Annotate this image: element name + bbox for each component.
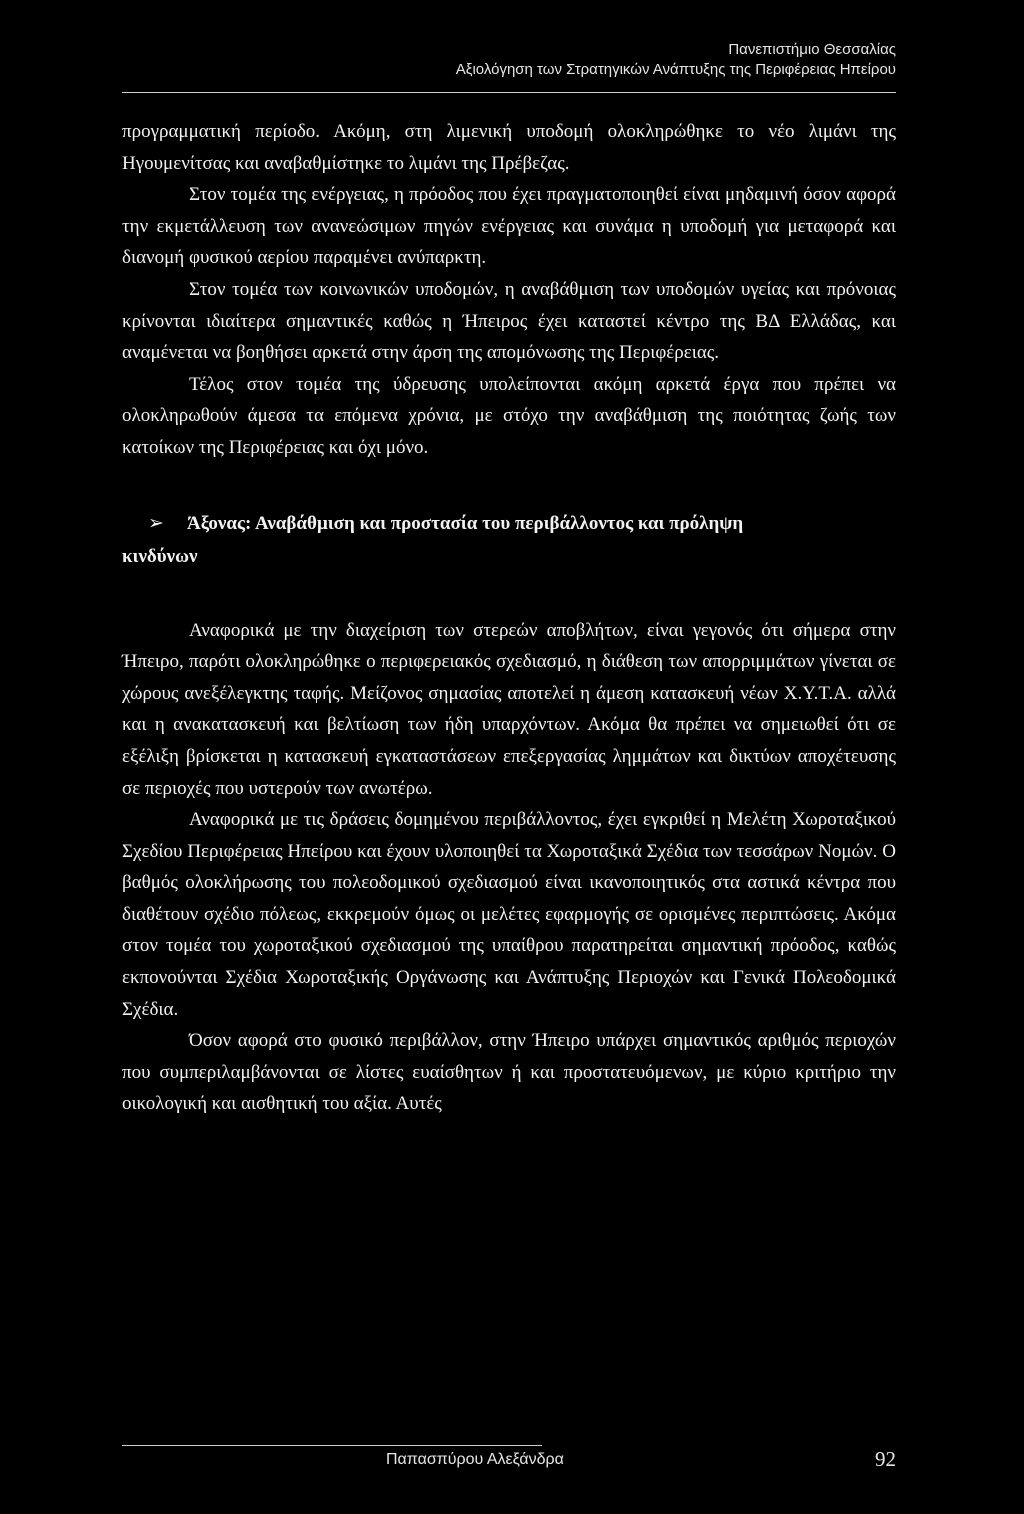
paragraph-energy: Στον τομέα της ενέργειας, η πρόοδος που έχει πραγματοποιηθεί είναι μηδαμινή όσον αφορά την εκμετάλλευση των ανανεώσιμων πηγών ενέργειας και συνάμα η υποδομή για μεταφορά και διανομή φυσικού αερίου παραμένει ανύπαρκτη. [122, 184, 896, 269]
section-heading [122, 507, 896, 573]
arrow-bullet-icon: ➢ [148, 512, 164, 534]
section-heading-line1: Άξονας: Αναβάθμιση και προστασία του περιβάλλοντος και πρόληψη [187, 512, 744, 534]
page-number: 92 [875, 1447, 896, 1471]
page-header [122, 40, 896, 80]
paragraph-water-supply: Τέλος στον τομέα της ύδρευσης υπολείπονται ακόμη αρκετά έργα που πρέπει να ολοκληρωθούν άμεσα τα επόμενα χρόνια, με στόχο την αναβάθμιση της ποιότητας ζωής των κατοίκων της Περιφέρειας και όχι μόνο. [122, 373, 896, 458]
header-thesis-title: Αξιολόγηση των Στρατηγικών Ανάπτυξης της Περιφέρειας Ηπείρου [455, 61, 896, 78]
section-heading-line2: κινδύνων [122, 545, 198, 567]
footer-author: Παπασπύρου Αλεξάνδρα [386, 1451, 564, 1468]
paragraph-continuation: προγραμματική περίοδο. Ακόμη, στη λιμενική υποδομή ολοκληρώθηκε το νέο λιμάνι της Ηγουμενίτσας και αναβαθμίστηκε το λιμάνι της Πρέβεζας. [122, 121, 896, 174]
header-university: Πανεπιστήμιο Θεσσαλίας [728, 41, 896, 58]
page-body [122, 116, 896, 1120]
paragraph-solid-waste: Αναφορικά με την διαχείριση των στερεών αποβλήτων, είναι γεγονός ότι σήμερα στην Ήπειρο, παρότι ολοκληρώθηκε ο περιφερειακός σχεδιασμό, η διάθεση των απορριμμάτων γίνεται σε χώρους ανεξέλεγκτης ταφής. Μείζονος σημασίας αποτελεί η άμεση κατασκευή νέων Χ.Υ.Τ.Α. αλλά και η ανακατασκευή και βελτίωση των ήδη υπαρχόντων. Ακόμα θα πρέπει να σημειωθεί ότι σε εξέλιξη βρίσκεται η κατασκευή εγκαταστάσεων επεξεργασίας λημμάτων και δικτύων αποχέτευσης σε περιοχές που υστερούν των ανωτέρω. [122, 619, 896, 799]
header-rule [122, 92, 896, 93]
paragraph-natural-environment: Όσον αφορά στο φυσικό περιβάλλον, στην Ήπειρο υπάρχει σημαντικός αριθμός περιοχών που συμπεριλαμβάνονται σε λίστες ευαίσθητων ή και προστατευόμενων, με κύριο κριτήριο την οικολογική και αισθητική του αξία. Αυτές [122, 1030, 896, 1115]
paragraph-social-infrastructure: Στον τομέα των κοινωνικών υποδομών, η αναβάθμιση των υποδομών υγείας και πρόνοιας κρίνονται ιδιαίτερα σημαντικές καθώς η Ήπειρος έχει καταστεί κέντρο της ΒΔ Ελλάδας, και αναμένεται να βοηθήσει αρκετά στην άρση της απομόνωσης της Περιφέρειας. [122, 278, 896, 364]
paragraph-built-environment: Αναφορικά με τις δράσεις δομημένου περιβάλλοντος, έχει εγκριθεί η Μελέτη Χωροταξικού Σχεδίου Περιφέρειας Ηπείρου και έχουν υλοποιηθεί τα Χωροταξικά Σχέδια των τεσσάρων Νομών. Ο βαθμός ολοκλήρωσης του πολεοδομικού σχεδιασμού είναι ικανοποιητικός στα αστικά κέντρα που διαθέτουν σχέδιο πόλεως, εκκρεμούν όμως οι μελέτες εφαρμογής σε ορισμένες περιπτώσεις. Ακόμα στον τομέα του χωροταξικού σχεδιασμού της υπαίθρου παρατηρείται σημαντική πρόοδος, καθώς εκπονούνται Σχέδια Χωροταξικής Οργάνωσης και Ανάπτυξης Περιοχών και Γενικά Πολεοδομικά Σχέδια. [122, 809, 896, 1020]
footer-rule [122, 1445, 542, 1446]
